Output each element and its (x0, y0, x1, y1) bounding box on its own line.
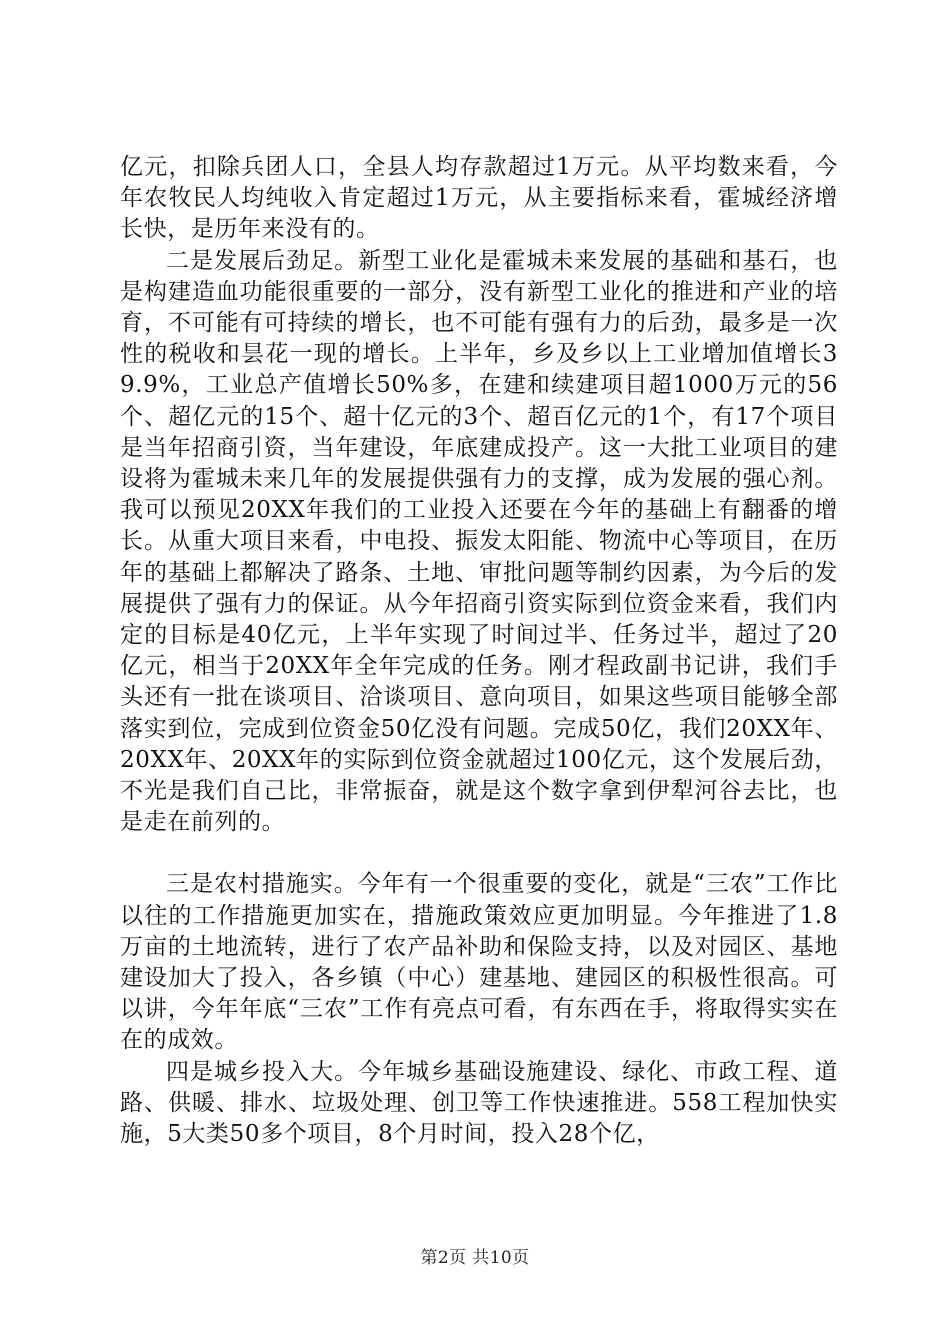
paragraph-development-momentum: 二是发展后劲足。新型工业化是霍城未来发展的基础和基石，也是构建造血功能很重要的一部分，没有新型工业化的推进和产业的培育，不可能有可持续的增长，也不可能有强有力的后劲，最多是一次性的税收和昙花一现的增长。上半年，乡及乡以上工业增加值增长39.9%，工业总产值增长50%多，在建和续建项目超1000万元的56个、超亿元的15个、超十亿元的3个、超百亿元的1个，有17个项目是当年招商引资，当年建设，年底建成投产。这一大批工业项目的建设将为霍城未来几年的发展提供强有力的支撑，成为发展的强心剂。我可以预见20XX年我们的工业投入还要在今年的基础上有翻番的增长。从重大项目来看，中电投、振发太阳能、物流中心等项目，在历年的基础上都解决了路条、土地、审批问题等制约因素，为今后的发展提供了强有力的保证。从今年招商引资实际到位资金来看，我们内定的目标是40亿元，上半年实现了时间过半、任务过半，超过了20亿元，相当于20XX年全年完成的任务。刚才程政副书记讲，我们手头还有一批在谈项目、洽谈项目、意向项目，如果这些项目能够全部落实到位，完成到位资金50亿没有问题。完成50亿，我们20XX年、20XX年、20XX年的实际到位资金就超过100亿元，这个发展后劲，不光是我们自己比，非常振奋，就是这个数字拿到伊犁河谷去比，也是走在前列的。 (120, 247, 838, 836)
paragraph-rural-measures: 三是农村措施实。今年有一个很重要的变化，就是“三农”工作比以往的工作措施更加实在，措施政策效应更加明显。今年推进了1.8万亩的土地流转，进行了农产品补助和保险支持，以及对园区、基地建设加大了投入，各乡镇（中心）建基地、建园区的积极性很高。可以讲，今年年底“三农”工作有亮点可看，有东西在手，将取得实实在在的成效。 (120, 871, 838, 1054)
page-footer: 第2页 共10页 (420, 1248, 530, 1268)
paragraph-continuation: 亿元，扣除兵团人口，全县人均存款超过1万元。从平均数来看，今年农牧民人均纯收入肯定超过1万元，从主要指标来看，霍城经济增长快，是历年来没有的。 (120, 154, 838, 243)
paragraph-urban-rural-investment: 四是城乡投入大。今年城乡基础设施建设、绿化、市政工程、道路、供暖、排水、垃圾处理、创卫等工作快速推进。558工程加快实施，5大类50多个项目，8个月时间，投入28个亿， (120, 1058, 838, 1148)
document-body (120, 152, 838, 1150)
